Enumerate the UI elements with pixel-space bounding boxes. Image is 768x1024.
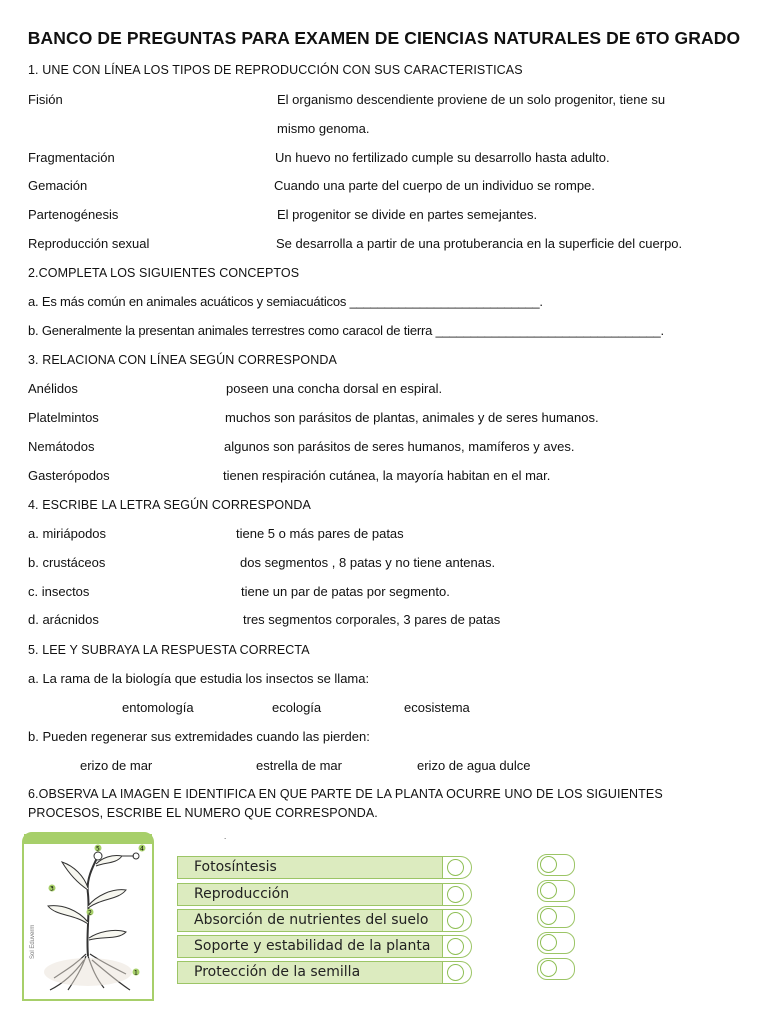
section-5-heading: 5. LEE Y SUBRAYA LA RESPUESTA CORRECTA bbox=[28, 643, 310, 657]
s3-left-item: Platelmintos bbox=[28, 410, 99, 425]
s3-right-item: tienen respiración cutánea, la mayoría habitan en el mar. bbox=[223, 468, 551, 483]
plant-illustration-box bbox=[22, 832, 154, 1001]
number-circle bbox=[447, 964, 464, 981]
process-label: Absorción de nutrientes del suelo bbox=[194, 912, 429, 928]
s4-right-item: dos segmentos , 8 patas y no tiene antenas. bbox=[240, 555, 496, 570]
s5-option: erizo de mar bbox=[80, 758, 153, 773]
s2-question-a: a. Es más común en animales acuáticos y semiacuáticos ___________________________. bbox=[28, 294, 543, 309]
number-circle bbox=[447, 938, 464, 955]
s5-question-a: a. La rama de la biología que estudia los insectos se llama: bbox=[28, 671, 370, 686]
answer-box[interactable] bbox=[537, 932, 575, 954]
s1-right-item: Un huevo no fertilizado cumple su desarrollo hasta adulto. bbox=[275, 150, 610, 165]
plant-number: 1 bbox=[134, 969, 138, 977]
s1-right-item: El organismo descendiente proviene de un solo progenitor, tiene su bbox=[277, 92, 666, 107]
process-bar-support bbox=[177, 935, 458, 958]
s3-right-item: poseen una concha dorsal en espiral. bbox=[226, 381, 443, 396]
section-6-heading-cont: PROCESOS, ESCRIBE EL NUMERO QUE CORRESPONDA. bbox=[28, 806, 378, 820]
s4-right-item: tiene un par de patas por segmento. bbox=[241, 584, 450, 599]
plant-number: 3 bbox=[50, 885, 54, 893]
s5-option: entomología bbox=[122, 700, 194, 715]
s1-left-item: Gemación bbox=[28, 178, 88, 193]
s5-option: ecología bbox=[272, 700, 322, 715]
s2-question-b: b. Generalmente la presentan animales terrestres como caracol de tierra ________________________________. bbox=[28, 323, 664, 338]
s1-left-item: Partenogénesis bbox=[28, 207, 119, 222]
s3-left-item: Nemátodos bbox=[28, 439, 95, 454]
plant-number: 2 bbox=[88, 909, 92, 917]
s4-left-item: a. miriápodos bbox=[28, 526, 107, 541]
plant-figure bbox=[22, 832, 762, 1000]
s4-left-item: b. crustáceos bbox=[28, 555, 106, 570]
plant-drawing bbox=[26, 844, 150, 996]
process-bar-seed-protection bbox=[177, 961, 458, 984]
s5-option: estrella de mar bbox=[256, 758, 342, 773]
s5-question-b: b. Pueden regenerar sus extremidades cuando las pierden: bbox=[28, 729, 370, 744]
s4-right-item: tiene 5 o más pares de patas bbox=[236, 526, 404, 541]
s3-left-item: Anélidos bbox=[28, 381, 78, 396]
process-bar-absorption bbox=[177, 909, 458, 932]
s4-left-item: c. insectos bbox=[28, 584, 90, 599]
answer-box[interactable] bbox=[537, 880, 575, 902]
section-6-heading: 6.OBSERVA LA IMAGEN E IDENTIFICA EN QUE PARTE DE LA PLANTA OCURRE UNO DE LOS SIGUIENTES bbox=[28, 787, 663, 801]
number-circle bbox=[447, 859, 464, 876]
answer-box[interactable] bbox=[537, 906, 575, 928]
s3-left-item: Gasterópodos bbox=[28, 468, 110, 483]
answer-box[interactable] bbox=[537, 854, 575, 876]
process-label: Reproducción bbox=[194, 886, 290, 902]
section-2-heading: 2.COMPLETA LOS SIGUIENTES CONCEPTOS bbox=[28, 266, 300, 280]
plant-number: 5 bbox=[96, 845, 100, 853]
process-label: Soporte y estabilidad de la planta bbox=[194, 938, 431, 954]
s1-right-item: mismo genoma. bbox=[277, 121, 370, 136]
page-title: BANCO DE PREGUNTAS PARA EXAMEN DE CIENCIAS NATURALES DE 6TO GRADO bbox=[27, 28, 741, 48]
plant-number: 4 bbox=[140, 845, 144, 853]
s5-option: ecosistema bbox=[404, 700, 470, 715]
stray-mark: . bbox=[224, 832, 227, 841]
s1-right-item: Cuando una parte del cuerpo de un individuo se rompe. bbox=[274, 178, 595, 193]
number-circle bbox=[447, 886, 464, 903]
s4-right-item: tres segmentos corporales, 3 pares de patas bbox=[243, 612, 501, 627]
process-label: Fotosíntesis bbox=[194, 859, 277, 875]
s5-option: erizo de agua dulce bbox=[417, 758, 531, 773]
s1-left-item: Fragmentación bbox=[28, 150, 115, 165]
section-4-heading: 4. ESCRIBE LA LETRA SEGÚN CORRESPONDA bbox=[28, 498, 311, 512]
s4-left-item: d. arácnidos bbox=[28, 612, 99, 627]
process-bar-reproduction bbox=[177, 883, 458, 906]
s3-right-item: algunos son parásitos de seres humanos, mamíferos y aves. bbox=[224, 439, 575, 454]
s1-right-item: El progenitor se divide en partes semejantes. bbox=[277, 207, 538, 222]
process-bar-photosynthesis bbox=[177, 856, 458, 879]
section-1-heading: 1. UNE CON LÍNEA LOS TIPOS DE REPRODUCCIÓN CON SUS CARACTERISTICAS bbox=[28, 63, 523, 77]
s1-right-item: Se desarrolla a partir de una protuberancia en la superficie del cuerpo. bbox=[276, 236, 683, 251]
s1-left-item: Reproducción sexual bbox=[28, 236, 150, 251]
s3-right-item: muchos son parásitos de plantas, animales y de seres humanos. bbox=[225, 410, 599, 425]
image-credit: Sol Eduverm bbox=[30, 924, 36, 959]
number-circle bbox=[447, 912, 464, 929]
section-3-heading: 3. RELACIONA CON LÍNEA SEGÚN CORRESPONDA bbox=[28, 353, 337, 367]
s1-left-item: Fisión bbox=[28, 92, 63, 107]
answer-box[interactable] bbox=[537, 958, 575, 980]
process-label: Protección de la semilla bbox=[194, 964, 361, 980]
